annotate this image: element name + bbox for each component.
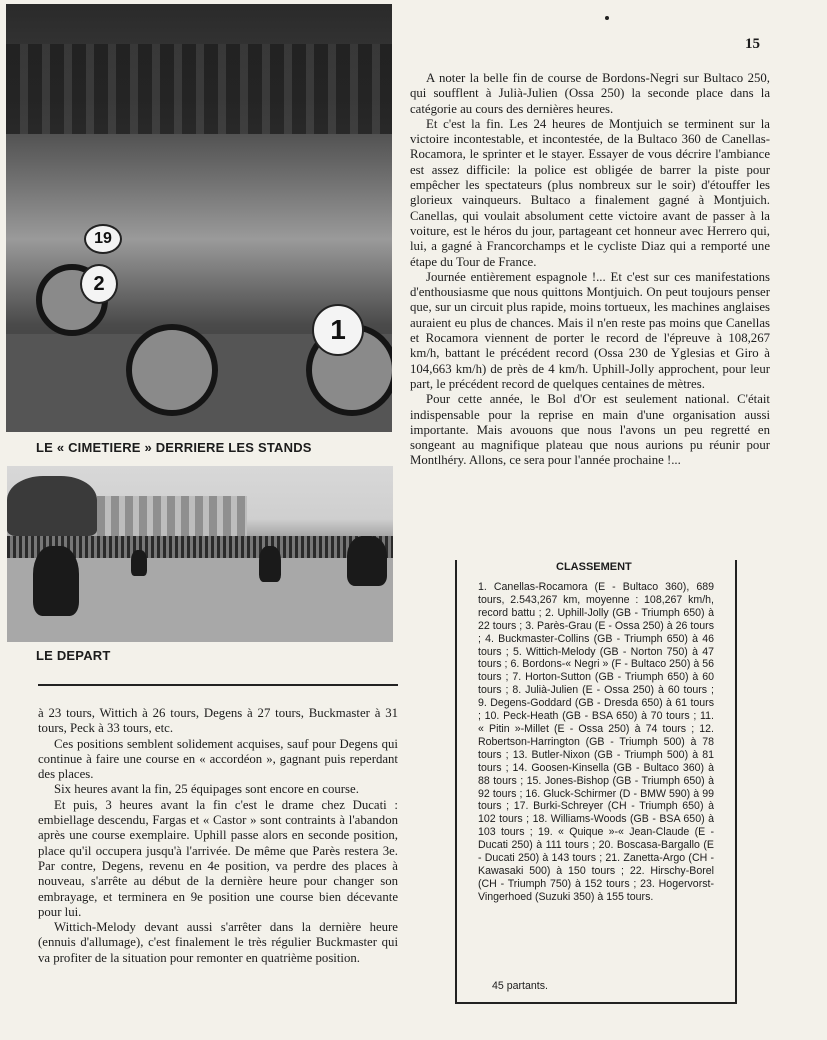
photo-paddock-motorcycles	[6, 4, 392, 432]
divider	[38, 684, 398, 686]
paragraph: Wittich-Melody devant aussi s'arrêter dans la dernière heure (ennuis d'allumage), c'est finalement le très régulier Buckmaster qui va profiter de la situation pour remonter en quatrième position.	[38, 920, 398, 965]
classement-text: 1. Canellas-Rocamora (E - Bultaco 360), 689 tours, 2.543,267 km, moyenne : 108,267 km/h, record battu ; 2. Uphill-Jolly (GB - Triumph 650) à 22 tours ; 3. Parès-Grau (E - Ossa 250) à 26 tours ; 4. Buckmaster-Collins (GB - Triumph 650) à 46 tours ; 5. Wittich-Melody (GB - Norton 750) à 47 tours ; 6. Bordons-« Negri » (F - Bultaco 250) à 56 tours ; 7. Horton-Sutton (GB - Triumph 650) à 60 tours ; 8. Julià-Julien (E - Ossa 250) à 60 tours ; 9. Degens-Goddard (GB - Dresda 650) à 61 tours ; 10. Peck-Heath (GB - BSA 650) à 70 tours ; 11. « Pitin »-Millet (E - Ossa 250) à 74 tours ; 12. Robertson-Harrington (GB - Triumph 500) à 78 tours ; 13. Butler-Nixon (GB - Triumph 500) à 81 tours ; 14. Goosen-Kinsella (GB - Bultaco 360) à 88 tours ; 15. Jones-Bishop (GB - Triumph 650) à 92 tours ; 16. Gluck-Schirmer (D - BMW 590) à 99 tours ; 17. Burki-Schreyer (CH - Triumph 650) à 102 tours ; 18. Williams-Woods (GB - BSA 650) à 103 tours ; 19. « Quique »-« Jean-Claude (E - Ducati 250) à 111 tours ; 20. Boscasa-Bargallo (E - Ducati 250) à 143 tours ; 21. Zanetta-Argo (CH - Kawasaki 500) à 150 tours ; 22. Hirschy-Borel (CH - Triumph 750) à 152 tours ; 23. Hogervorst-Vingerhoed (Suzuki 350) à 155 tours.	[478, 581, 714, 903]
article-right-column	[410, 71, 770, 469]
race-plate: 19	[84, 224, 122, 254]
photo-trees	[7, 476, 97, 536]
paragraph: à 23 tours, Wittich à 26 tours, Degens à 27 tours, Buckmaster à 31 tours, Peck à 33 tours, etc.	[38, 706, 398, 736]
print-speck	[605, 16, 609, 20]
paragraph: Et c'est la fin. Les 24 heures de Montjuich se terminent sur la victoire incontestable, et incontestée, de la Bultaco 360 de Canellas-Rocamora, le sprinter et le stayer. Essayer de vous décrire l'ambiance est assez difficile: la police est obligée de barrer la piste pour empêcher les spectateurs (plus nombreux sur le soir) d'étouffer les glorieux vainqueurs. Bultaco a finalement gagné à Montjuich. Canellas, qui voulait absolument cette victoire avant de passer à la voiture, est le héros du jour, partageant cet honneur avec Herrero qui, lui, a gagné à Francorchamps et le cycliste Diaz qui a remporté une étape du Tour de France.	[410, 116, 770, 269]
photo-roof	[6, 44, 392, 134]
photo-spectators	[347, 536, 387, 586]
classement-title: CLASSEMENT	[556, 561, 632, 573]
photo-rider	[33, 546, 79, 616]
photo-race-start	[7, 466, 393, 642]
race-plate: 1	[312, 304, 364, 356]
paragraph: Pour cette année, le Bol d'Or est seulement national. C'était indispensable pour la reprise en main d'une organisation aussi importante. Mais avouons que nous l'avons un peu regretté en songeant au magnifique plateau que nous aurions pu réunir pour Montlhéry. Allons, ce sera pour l'année prochaine !...	[410, 392, 770, 468]
classement-results	[478, 581, 714, 904]
paragraph: Journée entièrement espagnole !... Et c'est sur ces manifestations d'enthousiasme que nous quittons Montjuich. On peut toujours penser que, sur un circuit plus rapide, moins tortueux, les machines anglaises auraient eu plus de chances. Mais il n'en reste pas moins que Canellas et Rocamora viennent de porter le record de l'épreuve à 108,267 km/h, battant le précédent record (Ossa 230 de Yglesias et Giro à 104,663 km/h) de près de 4 km/h. Uphill-Jolly approchent, pour leur part, le précédent record de quelques centaines de mètres.	[410, 269, 770, 391]
photo-rider	[259, 546, 281, 582]
motorcycle-wheel	[126, 324, 218, 416]
photo-rider	[131, 550, 147, 576]
paragraph: Ces positions semblent solidement acquises, sauf pour Degens qui continue à faire une course en « accordéon », gagnant puis reperdant des places.	[38, 736, 398, 782]
race-plate: 2	[80, 264, 118, 304]
paragraph: A noter la belle fin de course de Bordons-Negri sur Bultaco 250, qui soufflent à Julià-Julien (Ossa 250) la seconde place dans la catégorie au cours des dernières heures.	[410, 71, 770, 116]
article-left-column	[38, 706, 398, 966]
paragraph: Et puis, 3 heures avant la fin c'est le drame chez Ducati : embiellage descendu, Fargas et « Castor » sont contraints à l'abandon après une course exemplaire. Uphill passe alors en seconde position, place qu'il occupera jusqu'à l'arrivée. De même que Parès restera 3e. Par contre, Degens, revenu en 4e position, va perdre des places à nouveau, s'arrête au début de la dernière heure pour changer son embrayage, et terminera en 9e position une course bien décevante pour lui.	[38, 797, 398, 919]
page-number: 15	[745, 36, 760, 52]
photo-building	[97, 496, 247, 536]
paragraph: Six heures avant la fin, 25 équipages sont encore en course.	[54, 782, 359, 797]
photo-caption-top: LE « CIMETIERE » DERRIERE LES STANDS	[36, 440, 312, 455]
photo-caption-bottom: LE DEPART	[36, 648, 111, 663]
classement-partants: 45 partants.	[492, 980, 548, 992]
